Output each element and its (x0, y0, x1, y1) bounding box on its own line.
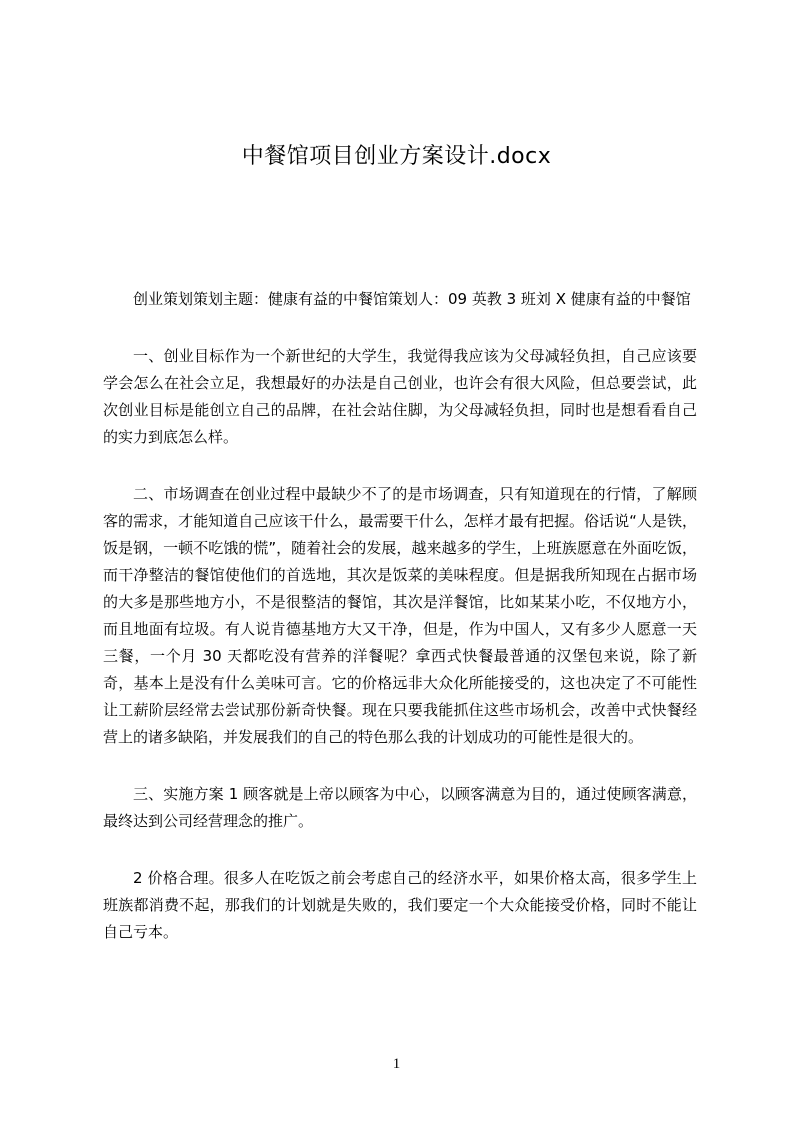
paragraph-implementation-plan: 三、实施方案 1 顾客就是上帝以顾客为中心，以顾客满意为目的，通过使顾客满意，最终达到公司经营理念的推广。 (103, 785, 697, 830)
paragraph-plan-info: 创业策划策划主题：健康有益的中餐馆策划人：09 英教 3 班刘 X 健康有益的中餐馆 (133, 290, 691, 308)
paragraph-startup-goal: 一、创业目标作为一个新世纪的大学生，我觉得我应该为父母减轻负担，自己应该要学会怎么在社会立足，我想最好的办法是自己创业，也许会有很大风险，但总要尝试，此次创业目标是能创立自己的品牌，在社会站住脚，为父母减轻负担，同时也是想看看自己的实力到底怎么样。 (103, 347, 697, 446)
document-body (103, 286, 697, 976)
paragraph-reasonable-price: 2 价格合理。很多人在吃饭之前会考虑自己的经济水平，如果价格太高，很多学生上班族都消费不起，那我们的计划就是失败的，我们要定一个大众能接受价格，同时不能让自己亏本。 (103, 869, 697, 941)
page-number: 1 (392, 1056, 401, 1072)
document-title: 中餐馆项目创业方案设计.docx (241, 144, 552, 169)
paragraph-market-research: 二、市场调查在创业过程中最缺少不了的是市场调查，只有知道现在的行情，了解顾客的需求，才能知道自己应该干什么，最需要干什么，怎样才最有把握。俗话说“人是铁，饭是钢，一顿不吃饿的慌”，随着社会的发展，越来越多的学生，上班族愿意在外面吃饭，而干净整洁的餐馆使他们的首选地，其次是饭菜的美味程度。但是据我所知现在占据市场的大多是那些地方小，不是很整洁的餐馆，其次是洋餐馆，比如某某小吃，不仅地方小，而且地面有垃圾。有人说肯德基地方大又干净，但是，作为中国人，又有多少人愿意一天三餐，一个月 30 天都吃没有营养的洋餐呢？拿西式快餐最普通的汉堡包来说，除了新奇，基本上是没有什么美味可言。它的价格远非大众化所能接受的，这也决定了不可能性让工薪阶层经常去尝试那份新奇快餐。现在只要我能抓住这些市场机会，改善中式快餐经营上的诸多缺陷，并发展我们的自己的特色那么我的计划成功的可能性是很大的。 (103, 485, 697, 746)
